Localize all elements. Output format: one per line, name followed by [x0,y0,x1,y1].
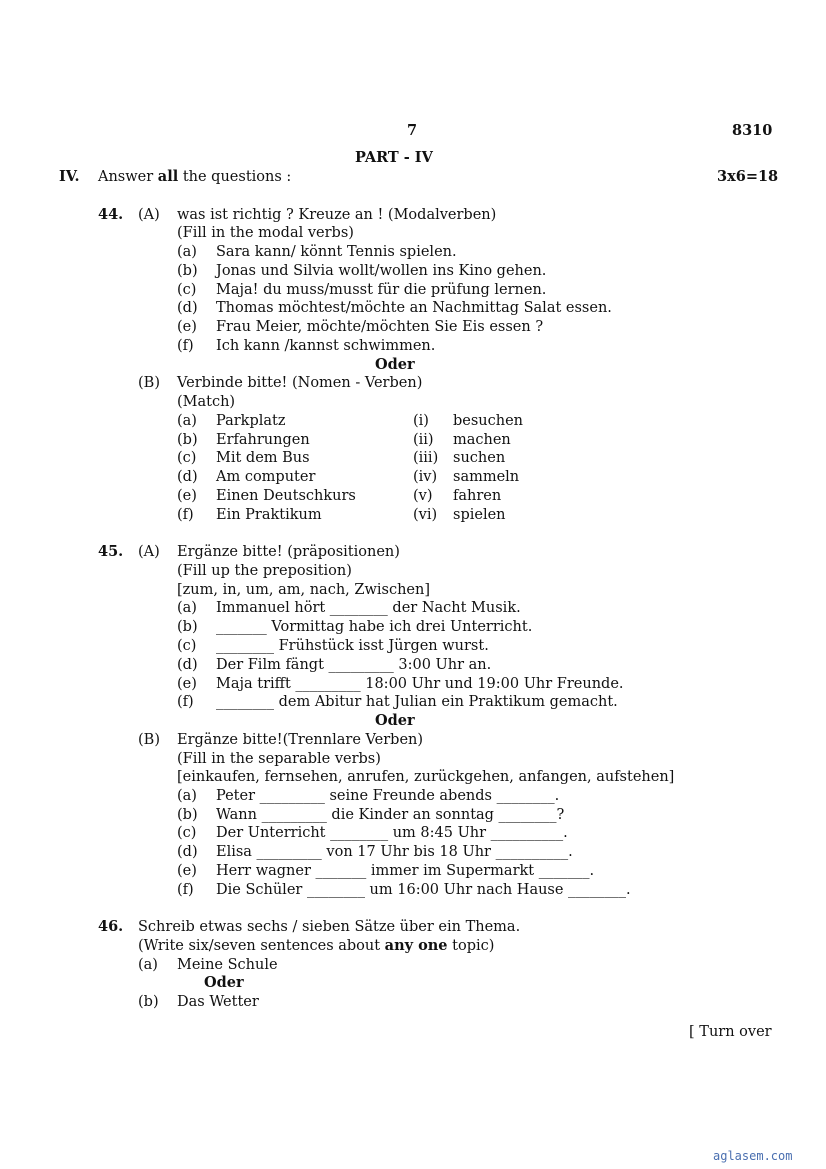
match-right-text: sammeln [453,469,520,485]
item-label: (c) [177,638,197,654]
question-subtitle: (Fill up the preposition) [177,563,352,579]
match-right-label: (ii) [413,432,434,448]
item-label: (b) [177,619,198,635]
item-text: Sara kann/ könnt Tennis spielen. [216,244,457,260]
question-subtitle: (Write six/seven sentences about any one topic) [138,937,495,954]
item-label: (f) [177,882,194,898]
oder-divider: Oder [204,974,244,991]
match-left-text: Erfahrungen [216,432,310,448]
part-label: (A) [138,207,160,223]
item-text: Der Unterricht ________ um 8:45 Uhr __________. [216,825,568,841]
topic-text: Das Wetter [177,994,259,1010]
match-left-text: Am computer [216,469,316,485]
item-text: Herr wagner _______ immer im Supermarkt _______. [216,863,595,879]
item-label: (e) [177,676,197,692]
part-label: (B) [138,375,160,391]
question-title: Ergänze bitte! (präpositionen) [177,544,400,560]
match-left-label: (a) [177,413,197,429]
word-options: [einkaufen, fernsehen, anrufen, zurückgehen, anfangen, aufstehen] [177,769,675,785]
item-label: (b) [177,263,198,279]
match-left-label: (d) [177,469,198,485]
item-text: Frau Meier, möchte/möchten Sie Eis essen ? [216,319,544,335]
question-number: 45. [98,543,124,560]
question-subtitle: (Match) [177,394,236,410]
part-label: (A) [138,544,160,560]
topic-text: Meine Schule [177,957,278,973]
match-right-text: spielen [453,507,506,523]
item-label: (a) [177,244,197,260]
item-text: Ich kann /kannst schwimmen. [216,338,436,354]
item-text: Der Film fängt _________ 3:00 Uhr an. [216,657,492,673]
item-label: (c) [177,282,197,298]
oder-divider: Oder [375,356,415,373]
match-left-text: Parkplatz [216,413,286,429]
item-label: (d) [177,300,198,316]
question-title: Ergänze bitte!(Trennlare Verben) [177,732,424,748]
match-right-label: (i) [413,413,429,429]
match-left-label: (f) [177,507,194,523]
question-subtitle: (Fill in the modal verbs) [177,225,354,241]
item-label: (b) [177,807,198,823]
part-title: PART - IV [355,149,433,166]
section-number: IV. [59,168,80,185]
item-label: (c) [177,825,197,841]
match-right-label: (iv) [413,469,438,485]
item-label: (a) [177,600,197,616]
section-instruction: Answer all the questions : [98,168,292,185]
topic-label: (b) [138,994,159,1010]
watermark: aglasem.com [713,1149,793,1163]
match-left-text: Mit dem Bus [216,450,310,466]
item-label: (f) [177,694,194,710]
item-label: (d) [177,844,198,860]
paper-code: 8310 [732,122,773,139]
question-title: Verbinde bitte! (Nomen - Verben) [177,375,423,391]
question-number: 44. [98,206,124,223]
item-text: Immanuel hört ________ der Nacht Musik. [216,600,521,616]
item-text: Elisa _________ von 17 Uhr bis 18 Uhr __________. [216,844,573,860]
match-right-text: suchen [453,450,506,466]
match-left-label: (e) [177,488,197,504]
question-number: 46. [98,918,124,935]
question-title: was ist richtig ? Kreuze an ! (Modalverben) [177,207,497,223]
page-number: 7 [407,122,418,139]
item-text: Peter _________ seine Freunde abends ________. [216,788,560,804]
item-text: _______ Vormittag habe ich drei Unterricht. [216,619,533,635]
item-label: (a) [177,788,197,804]
section-marks: 3x6=18 [717,168,779,185]
item-text: Wann _________ die Kinder an sonntag ________? [216,807,565,823]
word-options: [zum, in, um, am, nach, Zwischen] [177,582,430,598]
match-right-label: (iii) [413,450,439,466]
match-left-text: Einen Deutschkurs [216,488,356,504]
match-right-label: (v) [413,488,433,504]
question-title: Schreib etwas sechs / sieben Sätze über ein Thema. [138,919,521,935]
item-text: ________ Frühstück isst Jürgen wurst. [216,638,489,654]
topic-label: (a) [138,957,158,973]
part-label: (B) [138,732,160,748]
question-subtitle: (Fill in the separable verbs) [177,751,381,767]
item-text: Jonas und Silvia wollt/wollen ins Kino gehen. [216,263,547,279]
item-label: (e) [177,319,197,335]
turn-over-note: [ Turn over [689,1024,772,1040]
item-label: (d) [177,657,198,673]
match-right-label: (vi) [413,507,438,523]
match-right-text: besuchen [453,413,524,429]
match-left-label: (b) [177,432,198,448]
match-right-text: machen [453,432,511,448]
match-left-text: Ein Praktikum [216,507,322,523]
item-text: Maja! du muss/musst für die prüfung lernen. [216,282,547,298]
item-text: ________ dem Abitur hat Julian ein Praktikum gemacht. [216,694,618,710]
item-text: Die Schüler ________ um 16:00 Uhr nach Hause ________. [216,882,631,898]
item-text: Maja trifft _________ 18:00 Uhr und 19:00 Uhr Freunde. [216,676,624,692]
oder-divider: Oder [375,712,415,729]
match-left-label: (c) [177,450,197,466]
item-text: Thomas möchtest/möchte an Nachmittag Salat essen. [216,300,612,316]
match-right-text: fahren [453,488,502,504]
item-label: (e) [177,863,197,879]
item-label: (f) [177,338,194,354]
